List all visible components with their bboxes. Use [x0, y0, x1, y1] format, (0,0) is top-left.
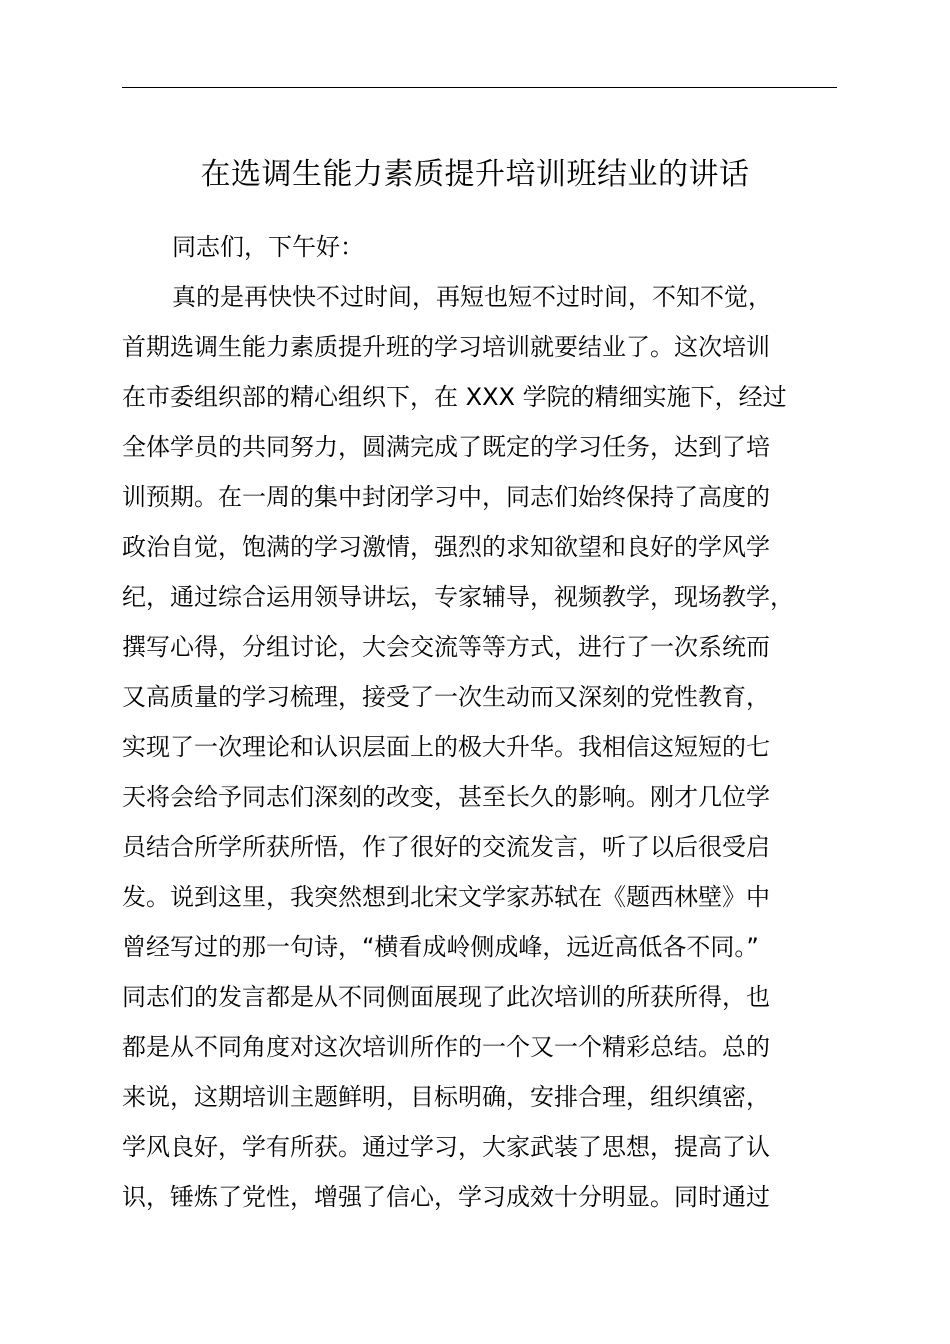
body-line: 曾经写过的那一句诗，“横看成岭侧成峰，远近高低各不同。”: [122, 933, 759, 961]
body-line: 撰写心得，分组讨论，大会交流等等方式，进行了一次系统而: [122, 633, 770, 661]
body-line: 学风良好，学有所获。通过学习，大家武装了思想，提高了认: [122, 1133, 770, 1161]
header-rule: [122, 87, 837, 88]
body-line: 政治自觉，饱满的学习激情，强烈的求知欲望和良好的学风学: [122, 533, 770, 561]
body-line: 训预期。在一周的集中封闭学习中，同志们始终保持了高度的: [122, 483, 770, 511]
body-line: 天将会给予同志们深刻的改变，甚至长久的影响。刚才几位学: [122, 783, 770, 811]
body-line: 来说，这期培训主题鲜明，目标明确，安排合理，组织缜密，: [122, 1083, 770, 1111]
document-title: 在选调生能力素质提升培训班结业的讲话: [200, 157, 750, 192]
body-line: 发。说到这里，我突然想到北宋文学家苏轼在《题西林壁》中: [122, 883, 770, 911]
body-line: 又高质量的学习梳理，接受了一次生动而又深刻的党性教育，: [122, 683, 770, 711]
body-line: 识，锤炼了党性，增强了信心，学习成效十分明显。同时通过: [122, 1183, 770, 1211]
body-line: 真的是再快快不过时间，再短也短不过时间，不知不觉，: [172, 283, 772, 311]
salutation-line: 同志们，下午好：: [172, 233, 364, 261]
body-line: 首期选调生能力素质提升班的学习培训就要结业了。这次培训: [122, 333, 770, 361]
body-line: 全体学员的共同努力，圆满完成了既定的学习任务，达到了培: [122, 433, 770, 461]
body-line: 在市委组织部的精心组织下，在 XXX 学院的精细实施下，经过: [122, 383, 787, 411]
body-line: 实现了一次理论和认识层面上的极大升华。我相信这短短的七: [122, 733, 770, 761]
body-line: 同志们的发言都是从不同侧面展现了此次培训的所获所得，也: [122, 983, 770, 1011]
body-line: 都是从不同角度对这次培训所作的一个又一个精彩总结。总的: [122, 1033, 770, 1061]
body-line: 员结合所学所获所悟，作了很好的交流发言，听了以后很受启: [122, 833, 770, 861]
body-line: 纪，通过综合运用领导讲坛，专家辅导，视频教学，现场教学，: [122, 583, 794, 611]
